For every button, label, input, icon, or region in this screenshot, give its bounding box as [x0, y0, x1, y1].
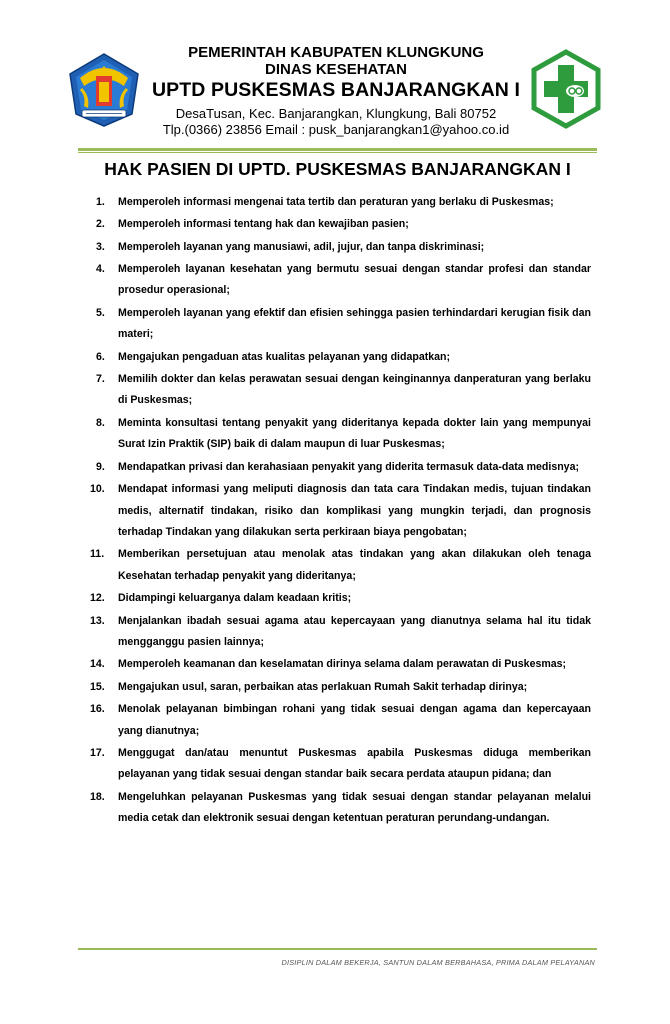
list-item-text: Memperoleh layanan yang efektif dan efisien sehingga pasien terhindardari kerugian fisik dan materi; [118, 306, 591, 341]
list-item [90, 611, 591, 654]
list-item-number: 16. [90, 702, 105, 715]
header-divider-thin [78, 152, 597, 153]
letterhead [62, 44, 607, 144]
list-item-number: 13. [90, 614, 105, 627]
list-item-text: Mendapatkan privasi dan kerahasiaan penyakit yang diderita termasuk data-data medisnya; [118, 460, 579, 473]
list-item-number: 7. [96, 372, 105, 385]
list-item-text: Memperoleh informasi tentang hak dan kewajiban pasien; [118, 218, 409, 231]
footer-motto: DISIPLIN DALAM BEKERJA, SANTUN DALAM BERBAHASA, PRIMA DALAM PELAYANAN [281, 958, 595, 967]
list-item [90, 677, 591, 699]
list-item [90, 699, 591, 742]
klungkung-regency-emblem-icon [66, 52, 142, 128]
list-item-number: 5. [96, 306, 105, 319]
list-item-text: Mengeluhkan pelayanan Puskesmas yang tidak sesuai dengan standar pelayanan melalui media cetak dan elektronik sesuai dengan ketentuan peraturan perundang-undangan. [118, 790, 591, 825]
list-item-text: Memperoleh layanan kesehatan yang bermutu sesuai dengan standar profesi dan standar prosedur operasional; [118, 262, 591, 297]
list-item-text: Mengajukan usul, saran, perbaikan atas perlakuan Rumah Sakit terhadap dirinya; [118, 680, 528, 693]
list-item-text: Mengajukan pengaduan atas kualitas pelayanan yang didapatkan; [118, 350, 451, 363]
list-item-text: Menjalankan ibadah sesuai agama atau kepercayaan yang dianutnya selama hal itu tidak mengganggu pasien lainnya; [118, 614, 591, 649]
list-item-number: 2. [96, 218, 105, 231]
list-item-number: 9. [96, 460, 105, 473]
list-item-number: 8. [96, 416, 105, 429]
list-item [96, 214, 591, 236]
list-item-text: Menolak pelayanan bimbingan rohani yang tidak sesuai dengan agama dan kepercayaan yang dianutnya; [118, 702, 591, 737]
list-item-number: 17. [90, 746, 105, 759]
list-item [90, 479, 591, 544]
list-item [90, 654, 591, 676]
list-item-number: 12. [90, 592, 105, 605]
patient-rights-list [90, 192, 591, 831]
list-item-number: 6. [96, 350, 105, 363]
list-item [90, 743, 591, 786]
list-item-text: Memperoleh keamanan dan keselamatan dirinya selama dalam perawatan di Puskesmas; [118, 658, 567, 671]
list-item-number: 10. [90, 482, 105, 495]
institution-name: UPTD PUSKESMAS BANJARANGKAN I [151, 79, 520, 101]
list-item [96, 369, 591, 412]
list-item-text: Meminta konsultasi tentang penyakit yang dideritanya kepada dokter lain yang mempunyai Surat Izin Praktik (SIP) baik di dalam maupun di luar Puskesmas; [118, 416, 591, 451]
list-item [96, 259, 591, 302]
footer-divider [78, 948, 597, 950]
list-item-number: 4. [96, 262, 105, 275]
list-item [96, 347, 591, 369]
list-item [90, 588, 591, 610]
list-item-text: Didampingi keluarganya dalam keadaan kritis; [118, 592, 352, 605]
list-item [96, 413, 591, 456]
government-name: PEMERINTAH KABUPATEN KLUNGKUNG [188, 44, 484, 61]
list-item-number: 11. [90, 548, 105, 561]
list-item-number: 14. [90, 658, 105, 671]
list-item-number: 1. [96, 196, 105, 208]
list-item [96, 457, 591, 479]
list-item [96, 237, 591, 259]
list-item-text: Mendapat informasi yang meliputi diagnosis dan tata cara Tindakan medis, tujuan tindakan medis, alternatif tindakan, risiko dan komplikasi yang mungkin terjadi, dan prognosis terhadap Tindakan yang dilakukan serta perkiraan biaya pengobatan; [118, 482, 591, 539]
document-title: HAK PASIEN DI UPTD. PUSKESMAS BANJARANGKAN I [104, 159, 571, 179]
header-divider [78, 148, 597, 151]
list-item [90, 544, 591, 587]
contact-info: Tlp.(0366) 23856 Email : pusk_banjarangkan1@yahoo.co.id [162, 122, 510, 137]
list-item-text: Memberikan persetujuan atau menolak atas tindakan yang akan dilakukan oleh tenaga Kesehatan terhadap penyakit yang dideritanya; [118, 548, 591, 582]
letterhead-text [148, 44, 524, 138]
list-item-number: 15. [90, 680, 105, 693]
list-item-text: Memilih dokter dan kelas perawatan sesuai dengan keinginannya danperaturan yang berlaku di Puskesmas; [118, 372, 591, 407]
list-item [96, 303, 591, 346]
list-item-text: Memperoleh informasi mengenai tata tertib dan peraturan yang berlaku di Puskesmas; [118, 196, 554, 208]
puskesmas-cross-logo-icon [530, 49, 602, 129]
list-item-number: 18. [90, 790, 105, 803]
list-item-text: Memperoleh layanan yang manusiawi, adil, jujur, dan tanpa diskriminasi; [118, 240, 485, 253]
address: DesaTusan, Kec. Banjarangkan, Klungkung, Bali 80752 [175, 106, 497, 121]
list-item-text: Menggugat dan/atau menuntut Puskesmas apabila Puskesmas diduga memberikan pelayanan yang tidak sesuai dengan standar baik secara perdata ataupun pidana; dan [118, 746, 591, 781]
list-item [90, 787, 591, 830]
list-item [96, 192, 591, 214]
list-item-number: 3. [96, 240, 105, 253]
department-name: DINAS KESEHATAN [265, 61, 407, 78]
